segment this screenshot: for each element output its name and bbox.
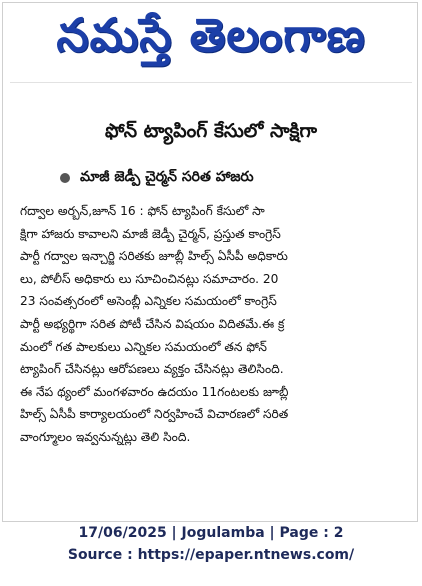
body-line: ట్యాపింగ్ చేసినట్లు ఆరోపణలు వ్యక్తం చేసినట్లు తెలిసింది.: [20, 362, 284, 377]
body-line: పార్టీ గద్వాల ఇన్చార్జి సరితకు జూబ్లీ హిల్స్ ఏసీపీ అధికారు: [20, 249, 288, 264]
body-line: క్షిగా హాజరు కావాలని మాజీ జెడ్పీ చైర్మన్, ప్రస్తుత కాంగ్రెస్: [20, 226, 281, 241]
masthead-divider: [10, 82, 412, 83]
bullet-icon: [60, 173, 70, 183]
body-line: హిల్స్ ఏసీపీ కార్యాలయంలో నిర్వహించే విచారణలో సరిత: [20, 407, 289, 422]
source-url-line: Source : https://epaper.ntnews.com/: [67, 547, 355, 563]
subheadline-text: మాజీ జెడ్పీ చైర్మన్ సరిత హాజరు: [80, 168, 254, 185]
article-body: [20, 200, 412, 449]
clipping-footer: [0, 522, 422, 566]
body-line: మంలో గత పాలకులు ఎన్నికల సమయంలో తన ఫోన్: [20, 339, 267, 354]
body-line: లు, పోలీస్ అధికారు లు సూచించినట్లు సమాచారం. 20: [20, 271, 279, 286]
article-headline: ఫోన్ ట్యాపింగ్ కేసులో సాక్షిగా: [105, 120, 317, 142]
edition-date-line: 17/06/2025 | Jogulamba | Page : 2: [78, 525, 344, 541]
body-line: గద్వాల అర్బన్,జూన్ 16 : ఫోన్ ట్యాపింగ్ కేసులో సా: [20, 204, 265, 218]
body-line: వాంగ్మూలం ఇవ్వనున్నట్లు తెలి సింది.: [20, 429, 191, 444]
body-line: ఈ నేప థ్యంలో మంగళవారం ఉదయం 11గంటలకు జూబ్లీ: [20, 384, 289, 399]
body-line: 23 సంవత్సరంలో అసెంబ్లీ ఎన్నికల సమయంలో కాంగ్రెస్: [20, 294, 277, 309]
article-subheadline: [60, 166, 254, 190]
newspaper-masthead: [0, 4, 422, 78]
body-line: పార్టీ అభ్యర్థిగా సరిత పోటీ చేసిన విషయం విదితమే.ఈ క్ర: [20, 316, 285, 331]
masthead-title: నమస్తే తెలంగాణ: [56, 8, 366, 62]
